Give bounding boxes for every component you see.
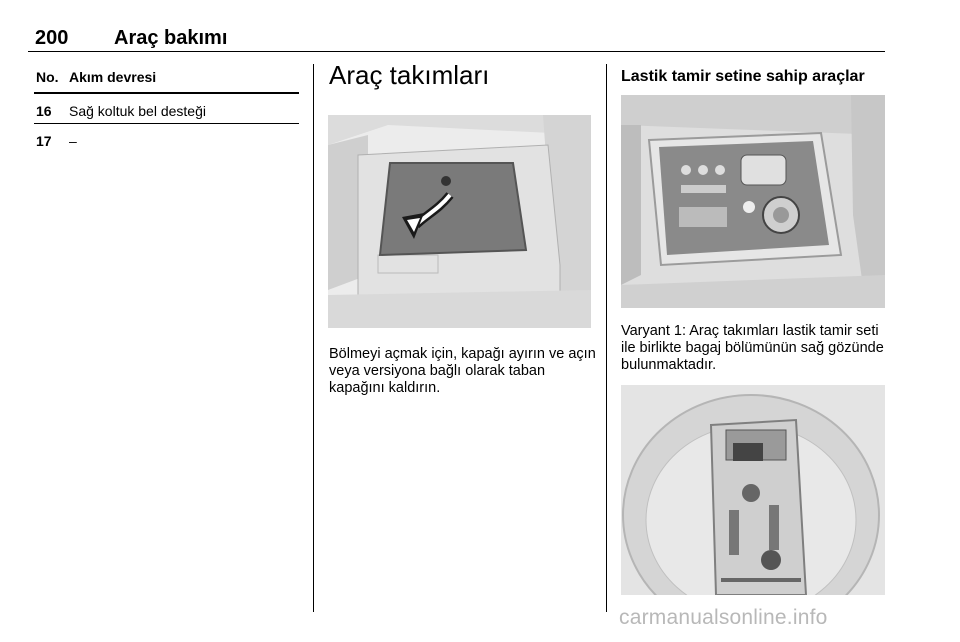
header-no: No. xyxy=(36,69,59,85)
row-circuit: Sağ koltuk bel desteği xyxy=(69,103,206,119)
spare-well-tools-image xyxy=(621,385,885,595)
header-circuit: Akım devresi xyxy=(69,69,157,85)
row-circuit: – xyxy=(69,133,77,149)
table-row xyxy=(34,94,299,124)
trunk-cover-image xyxy=(328,115,591,328)
table-row xyxy=(34,124,299,154)
subsection-title: Lastik tamir setine sahip araçlar xyxy=(621,68,865,85)
variant-paragraph: Varyant 1: Araç takımları lastik tamir seti ile birlikte bagaj bölümünün sağ gözünde bulunmaktadır. xyxy=(621,323,884,373)
row-no: 16 xyxy=(36,103,52,119)
column-divider xyxy=(313,64,314,612)
chapter-title: Araç bakımı xyxy=(114,27,228,49)
table-header xyxy=(34,66,299,94)
fuse-table xyxy=(34,66,299,154)
watermark: carmanualsonline.info xyxy=(619,606,828,629)
instruction-paragraph: Bölmeyi açmak için, kapağı ayırın ve açın veya versiyona bağlı olarak taban kapağını kaldırın. xyxy=(329,346,596,396)
column-divider xyxy=(606,64,607,612)
tire-repair-kit-image xyxy=(621,95,885,308)
page-header xyxy=(28,26,885,52)
page-number: 200 xyxy=(35,27,69,49)
section-title: Araç takımları xyxy=(329,60,490,90)
row-no: 17 xyxy=(36,133,52,149)
